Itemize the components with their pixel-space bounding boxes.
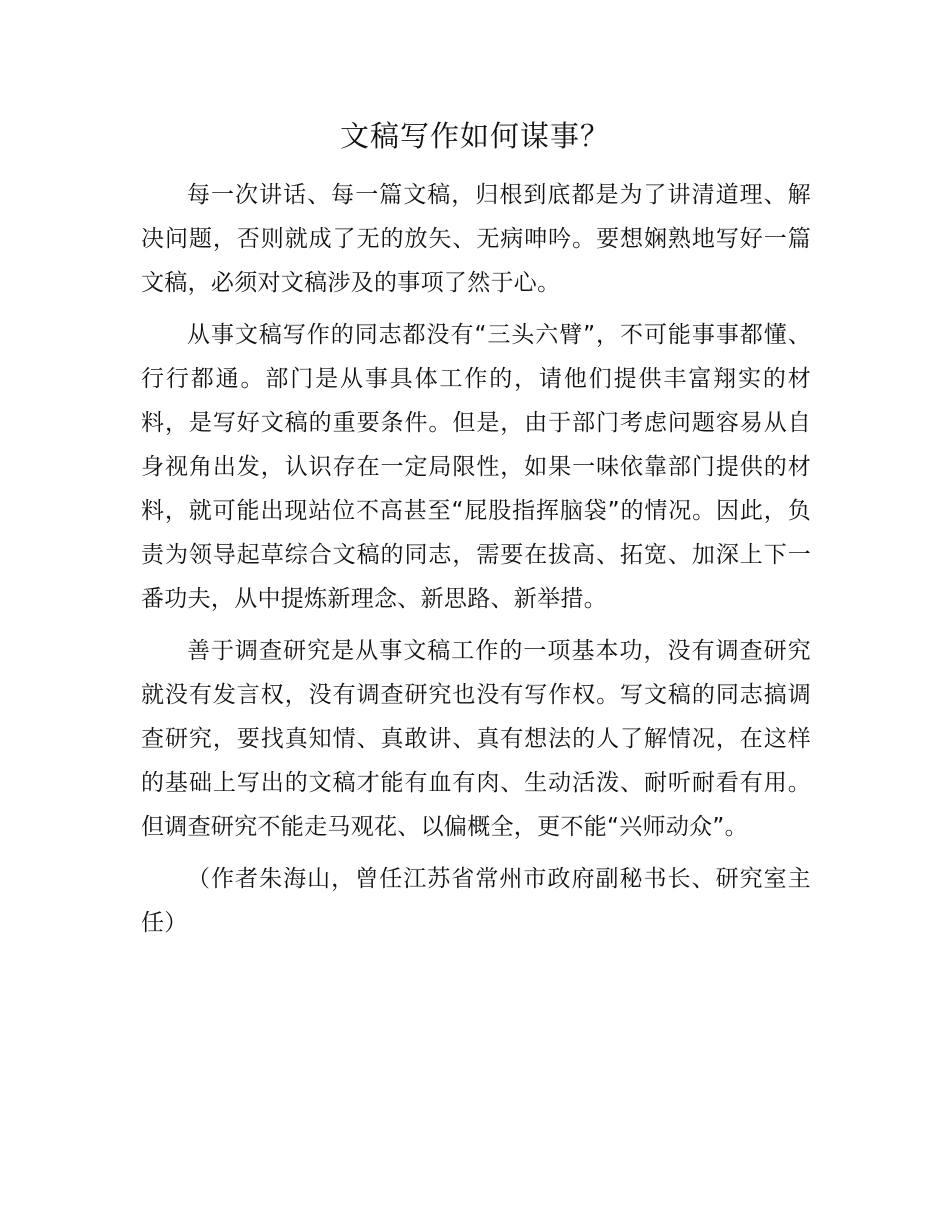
article-body — [141, 173, 811, 953]
author-note: （作者朱海山，曾任江苏省常州市政府副秘书长、研究室主任） — [141, 866, 811, 936]
paragraph-2: 从事文稿写作的同志都没有“三头六臂”，不可能事事都懂、行行都通。部门是从事具体工作的，请他们提供丰富翔实的材料，是写好文稿的重要条件。但是，由于部门考虑问题容易从自身视角出发，认识存在一定局限性，如果一味依靠部门提供的材料，就可能出现站位不高甚至“屁股指挥脑袋”的情况。因此，负责为领导起草综合文稿的同志，需要在拔高、拓宽、加深上下一番功夫，从中提炼新理念、新思路、新举措。 — [141, 322, 811, 612]
paragraph-3: 善于调查研究是从事文稿工作的一项基本功，没有调查研究就没有发言权，没有调查研究也没有写作权。写文稿的同志搞调查研究，要找真知情、真敢讲、真有想法的人了解情况，在这样的基础上写出的文稿才能有血有肉、生动活泼、耐听耐看有用。但调查研究不能走马观花、以偏概全，更不能“兴师动众”。 — [141, 638, 811, 840]
paragraph-1: 每一次讲话、每一篇文稿，归根到底都是为了讲清道理、解决问题，否则就成了无的放矢、无病呻吟。要想娴熟地写好一篇文稿，必须对文稿涉及的事项了然于心。 — [141, 182, 811, 296]
page-title: 文稿写作如何谋事？ — [339, 119, 610, 153]
